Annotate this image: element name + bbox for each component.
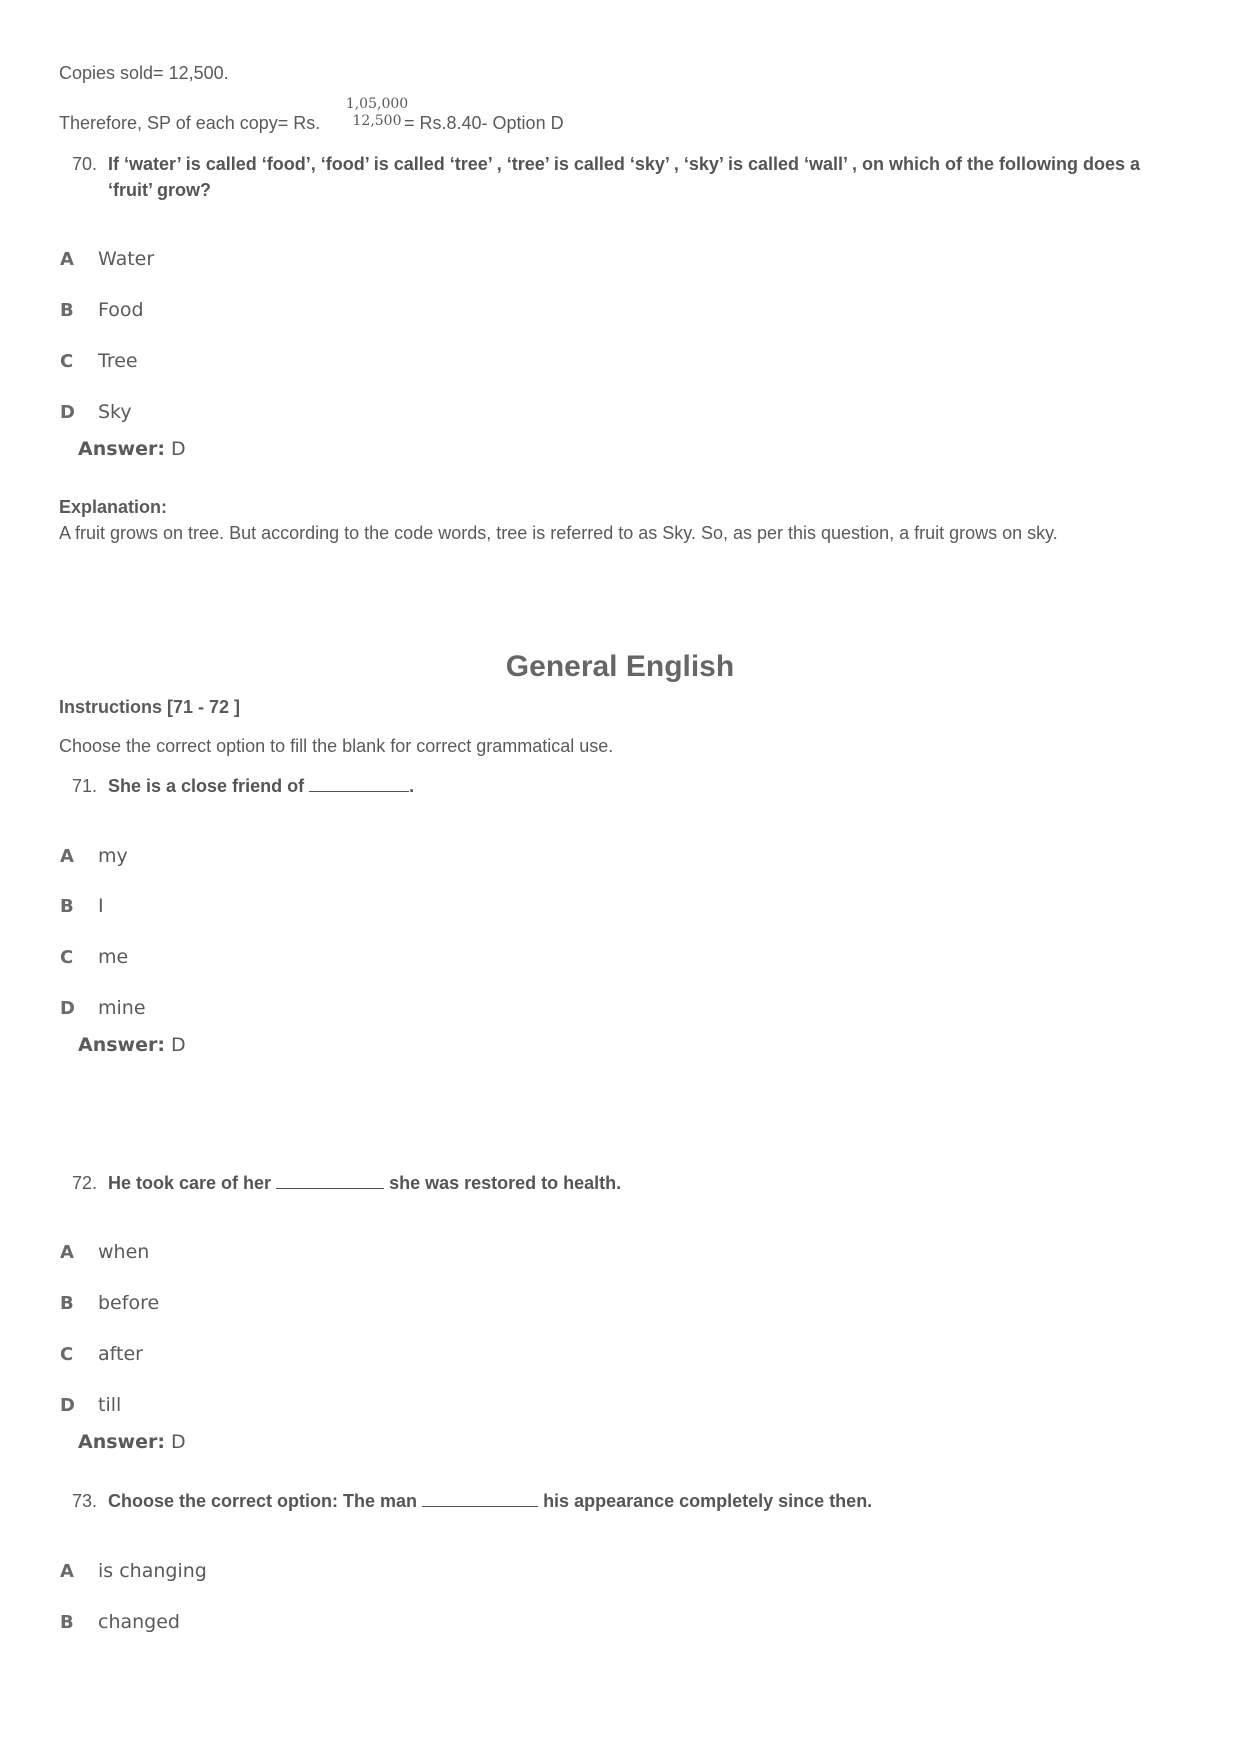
option-letter: B — [60, 300, 74, 321]
explanation-label: Explanation: — [59, 497, 168, 517]
option-text: Water — [98, 248, 155, 270]
question-text-after: she was restored to health. — [389, 1173, 622, 1193]
fraction-denominator: 12,500 — [352, 113, 402, 129]
question-text-before: She is a close friend of — [108, 776, 305, 796]
answer-label: Answer: — [78, 1431, 165, 1453]
option-text: mine — [98, 997, 146, 1019]
answer-value: D — [171, 1431, 186, 1453]
option-letter: C — [60, 351, 74, 372]
sp-line-prefix: Therefore, SP of each copy= Rs. — [59, 113, 321, 133]
option-text: is changing — [98, 1560, 207, 1582]
answer-blank — [309, 775, 409, 792]
option-text: when — [98, 1241, 150, 1263]
question-number: 72. — [72, 1173, 98, 1193]
answer-blank — [276, 1172, 384, 1189]
option-letter: C — [60, 947, 74, 968]
question-72 — [72, 1170, 621, 1196]
option-a[interactable] — [60, 842, 128, 870]
option-b[interactable] — [60, 1608, 180, 1636]
instructions-label: Instructions [71 - 72 ] — [59, 697, 241, 717]
option-text: changed — [98, 1611, 180, 1633]
answer-value: D — [171, 438, 186, 460]
option-d[interactable] — [60, 994, 146, 1022]
option-letter: C — [60, 1344, 74, 1365]
question-73 — [72, 1488, 872, 1514]
fraction-numerator: 1,05,000 — [345, 96, 409, 112]
option-letter: D — [60, 402, 75, 423]
answer-label: Answer: — [78, 438, 165, 460]
question-number: 71. — [72, 776, 98, 796]
option-text: me — [98, 946, 129, 968]
option-d[interactable] — [60, 1391, 121, 1419]
option-text: after — [98, 1343, 143, 1365]
answer-71 — [78, 1034, 186, 1056]
copies-sold-line: Copies sold= 12,500. — [59, 63, 229, 83]
answer-label: Answer: — [78, 1034, 165, 1056]
option-c[interactable] — [60, 347, 138, 375]
question-text-before: Choose the correct option: The man — [108, 1491, 418, 1511]
option-letter: A — [60, 1561, 74, 1582]
question-71 — [72, 773, 414, 799]
explanation-text: A fruit grows on tree. But according to the code words, tree is referred to as Sky. So, as per this question, a fruit grows on sky. — [59, 523, 1058, 543]
option-letter: A — [60, 249, 74, 270]
question-text-before: He took care of her — [108, 1173, 272, 1193]
option-d[interactable] — [60, 398, 132, 426]
answer-value: D — [171, 1034, 186, 1056]
option-text: I — [98, 895, 104, 917]
instructions-text: Choose the correct option to fill the blank for correct grammatical use. — [59, 736, 614, 756]
option-text: before — [98, 1292, 160, 1314]
section-title: General English — [505, 650, 735, 683]
answer-72 — [78, 1431, 186, 1453]
option-c[interactable] — [60, 943, 128, 971]
option-b[interactable] — [60, 296, 144, 324]
option-text: Sky — [98, 401, 132, 423]
option-letter: B — [60, 896, 74, 917]
question-number: 73. — [72, 1491, 98, 1511]
option-b[interactable] — [60, 1289, 159, 1317]
question-number: 70. — [72, 154, 98, 174]
answer-70 — [78, 438, 186, 460]
option-letter: D — [60, 1395, 75, 1416]
option-letter: A — [60, 846, 74, 867]
option-a[interactable] — [60, 245, 154, 273]
option-letter: B — [60, 1293, 74, 1314]
option-a[interactable] — [60, 1557, 207, 1585]
option-b[interactable] — [60, 892, 104, 920]
option-text: my — [98, 845, 128, 867]
question-text: If ‘water’ is called ‘food’, ‘food’ is called ‘tree’ , ‘tree’ is called ‘sky’ , ‘sky’ is called ‘wall’ , on which of the following does a ‘fruit’ grow? — [108, 154, 1141, 200]
option-letter: A — [60, 1242, 74, 1263]
option-text: till — [98, 1394, 122, 1416]
question-70 — [72, 151, 1168, 203]
question-text-after: . — [409, 776, 415, 796]
sp-line-suffix: = Rs.8.40- Option D — [404, 113, 564, 133]
option-letter: D — [60, 998, 75, 1019]
option-text: Tree — [98, 350, 138, 372]
option-text: Food — [98, 299, 144, 321]
question-text-after: his appearance completely since then. — [543, 1491, 873, 1511]
option-a[interactable] — [60, 1238, 149, 1266]
answer-blank — [422, 1490, 538, 1507]
option-letter: B — [60, 1612, 74, 1633]
option-c[interactable] — [60, 1340, 143, 1368]
